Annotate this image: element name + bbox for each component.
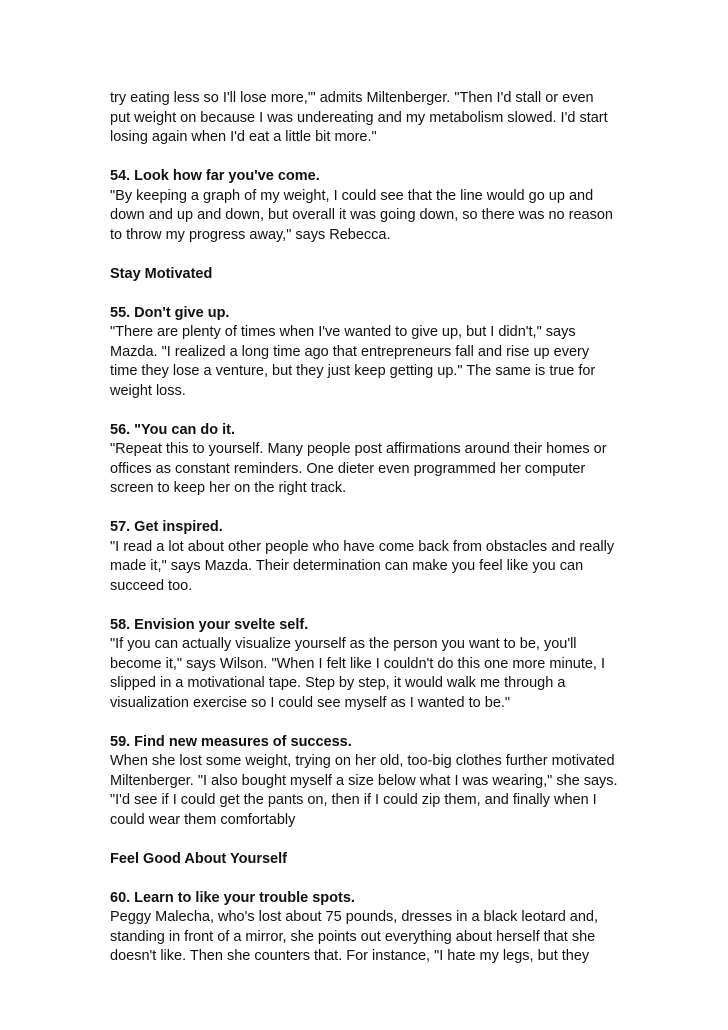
intro-paragraph (110, 89, 710, 148)
tip-59 (110, 733, 710, 831)
text-line: become it," says Wilson. "When I felt like I couldn't do this one more minute, I (110, 655, 605, 672)
text-line: weight loss. (110, 382, 186, 399)
section-heading: Feel Good About Yourself (110, 850, 287, 867)
tip-heading: 58. Envision your svelte self. (110, 616, 309, 633)
text-line: Peggy Malecha, who's lost about 75 pounds, dresses in a black leotard and, (110, 909, 599, 925)
tip-heading: 54. Look how far you've come. (110, 168, 320, 184)
text-line: "If you can actually visualize yourself as the person you want to be, you'll (110, 636, 577, 652)
tip-56 (110, 421, 710, 499)
text-line: "I read a lot about other people who have come back from obstacles and really (110, 538, 615, 555)
text-line: "There are plenty of times when I've wanted to give up, but I didn't," says (110, 324, 576, 340)
text-line: When she lost some weight, trying on her old, too-big clothes further motivated (110, 753, 615, 769)
tip-58 (110, 616, 710, 714)
text-line: try eating less so I'll lose more,'" admits Miltenberger. "Then I'd stall or even (110, 90, 594, 106)
text-line: succeed too. (110, 577, 193, 594)
tip-heading: 57. Get inspired. (110, 519, 223, 535)
text-line: down and up and down, but overall it was going down, so there was no reason (110, 207, 613, 223)
tip-heading: 56. "You can do it. (110, 421, 236, 438)
text-line: screen to keep her on the right track. (110, 480, 347, 496)
text-line: Miltenberger. "I also bought myself a size below what I was wearing," she says. (110, 772, 618, 789)
text-line: visualization exercise so I could see myself as I wanted to be." (110, 694, 511, 711)
tip-heading: 60. Learn to like your trouble spots. (110, 889, 355, 906)
section-heading-stay-motivated (110, 265, 710, 285)
text-line: put weight on because I was undereating and my metabolism slowed. I'd start (110, 109, 608, 126)
text-line: "Repeat this to yourself. Many people post affirmations around their homes or (110, 441, 607, 457)
tip-60 (110, 889, 710, 967)
tip-54 (110, 167, 710, 245)
text-line: to throw my progress away," says Rebecca. (110, 226, 391, 243)
text-line: standing in front of a mirror, she points out everything about herself that she (110, 928, 596, 945)
text-line: "I'd see if I could get the pants on, then if I could zip them, and finally when I (110, 792, 597, 808)
section-heading: Stay Motivated (110, 265, 213, 282)
text-line: time they lose a venture, but they just keep getting up." The same is true for (110, 363, 596, 379)
section-heading-feel-good (110, 850, 710, 870)
text-line: slipped in a motivational tape. Step by step, it would walk me through a (110, 675, 566, 691)
text-line: made it," says Mazda. Their determination can make you feel like you can (110, 558, 584, 574)
text-line: "By keeping a graph of my weight, I could see that the line would go up and (110, 187, 594, 204)
tip-55 (110, 304, 710, 402)
text-line: losing again when I'd eat a little bit more." (110, 129, 377, 145)
tip-heading: 59. Find new measures of success. (110, 733, 352, 750)
text-line: offices as constant reminders. One dieter even programmed her computer (110, 460, 586, 477)
text-line: doesn't like. Then she counters that. For instance, "I hate my legs, but they (110, 948, 590, 964)
tip-heading: 55. Don't give up. (110, 304, 230, 321)
document-page (110, 89, 710, 986)
text-line: could wear them comfortably (110, 811, 296, 828)
text-line: Mazda. "I realized a long time ago that entrepreneurs fall and rise up every (110, 343, 590, 360)
tip-57 (110, 518, 710, 596)
